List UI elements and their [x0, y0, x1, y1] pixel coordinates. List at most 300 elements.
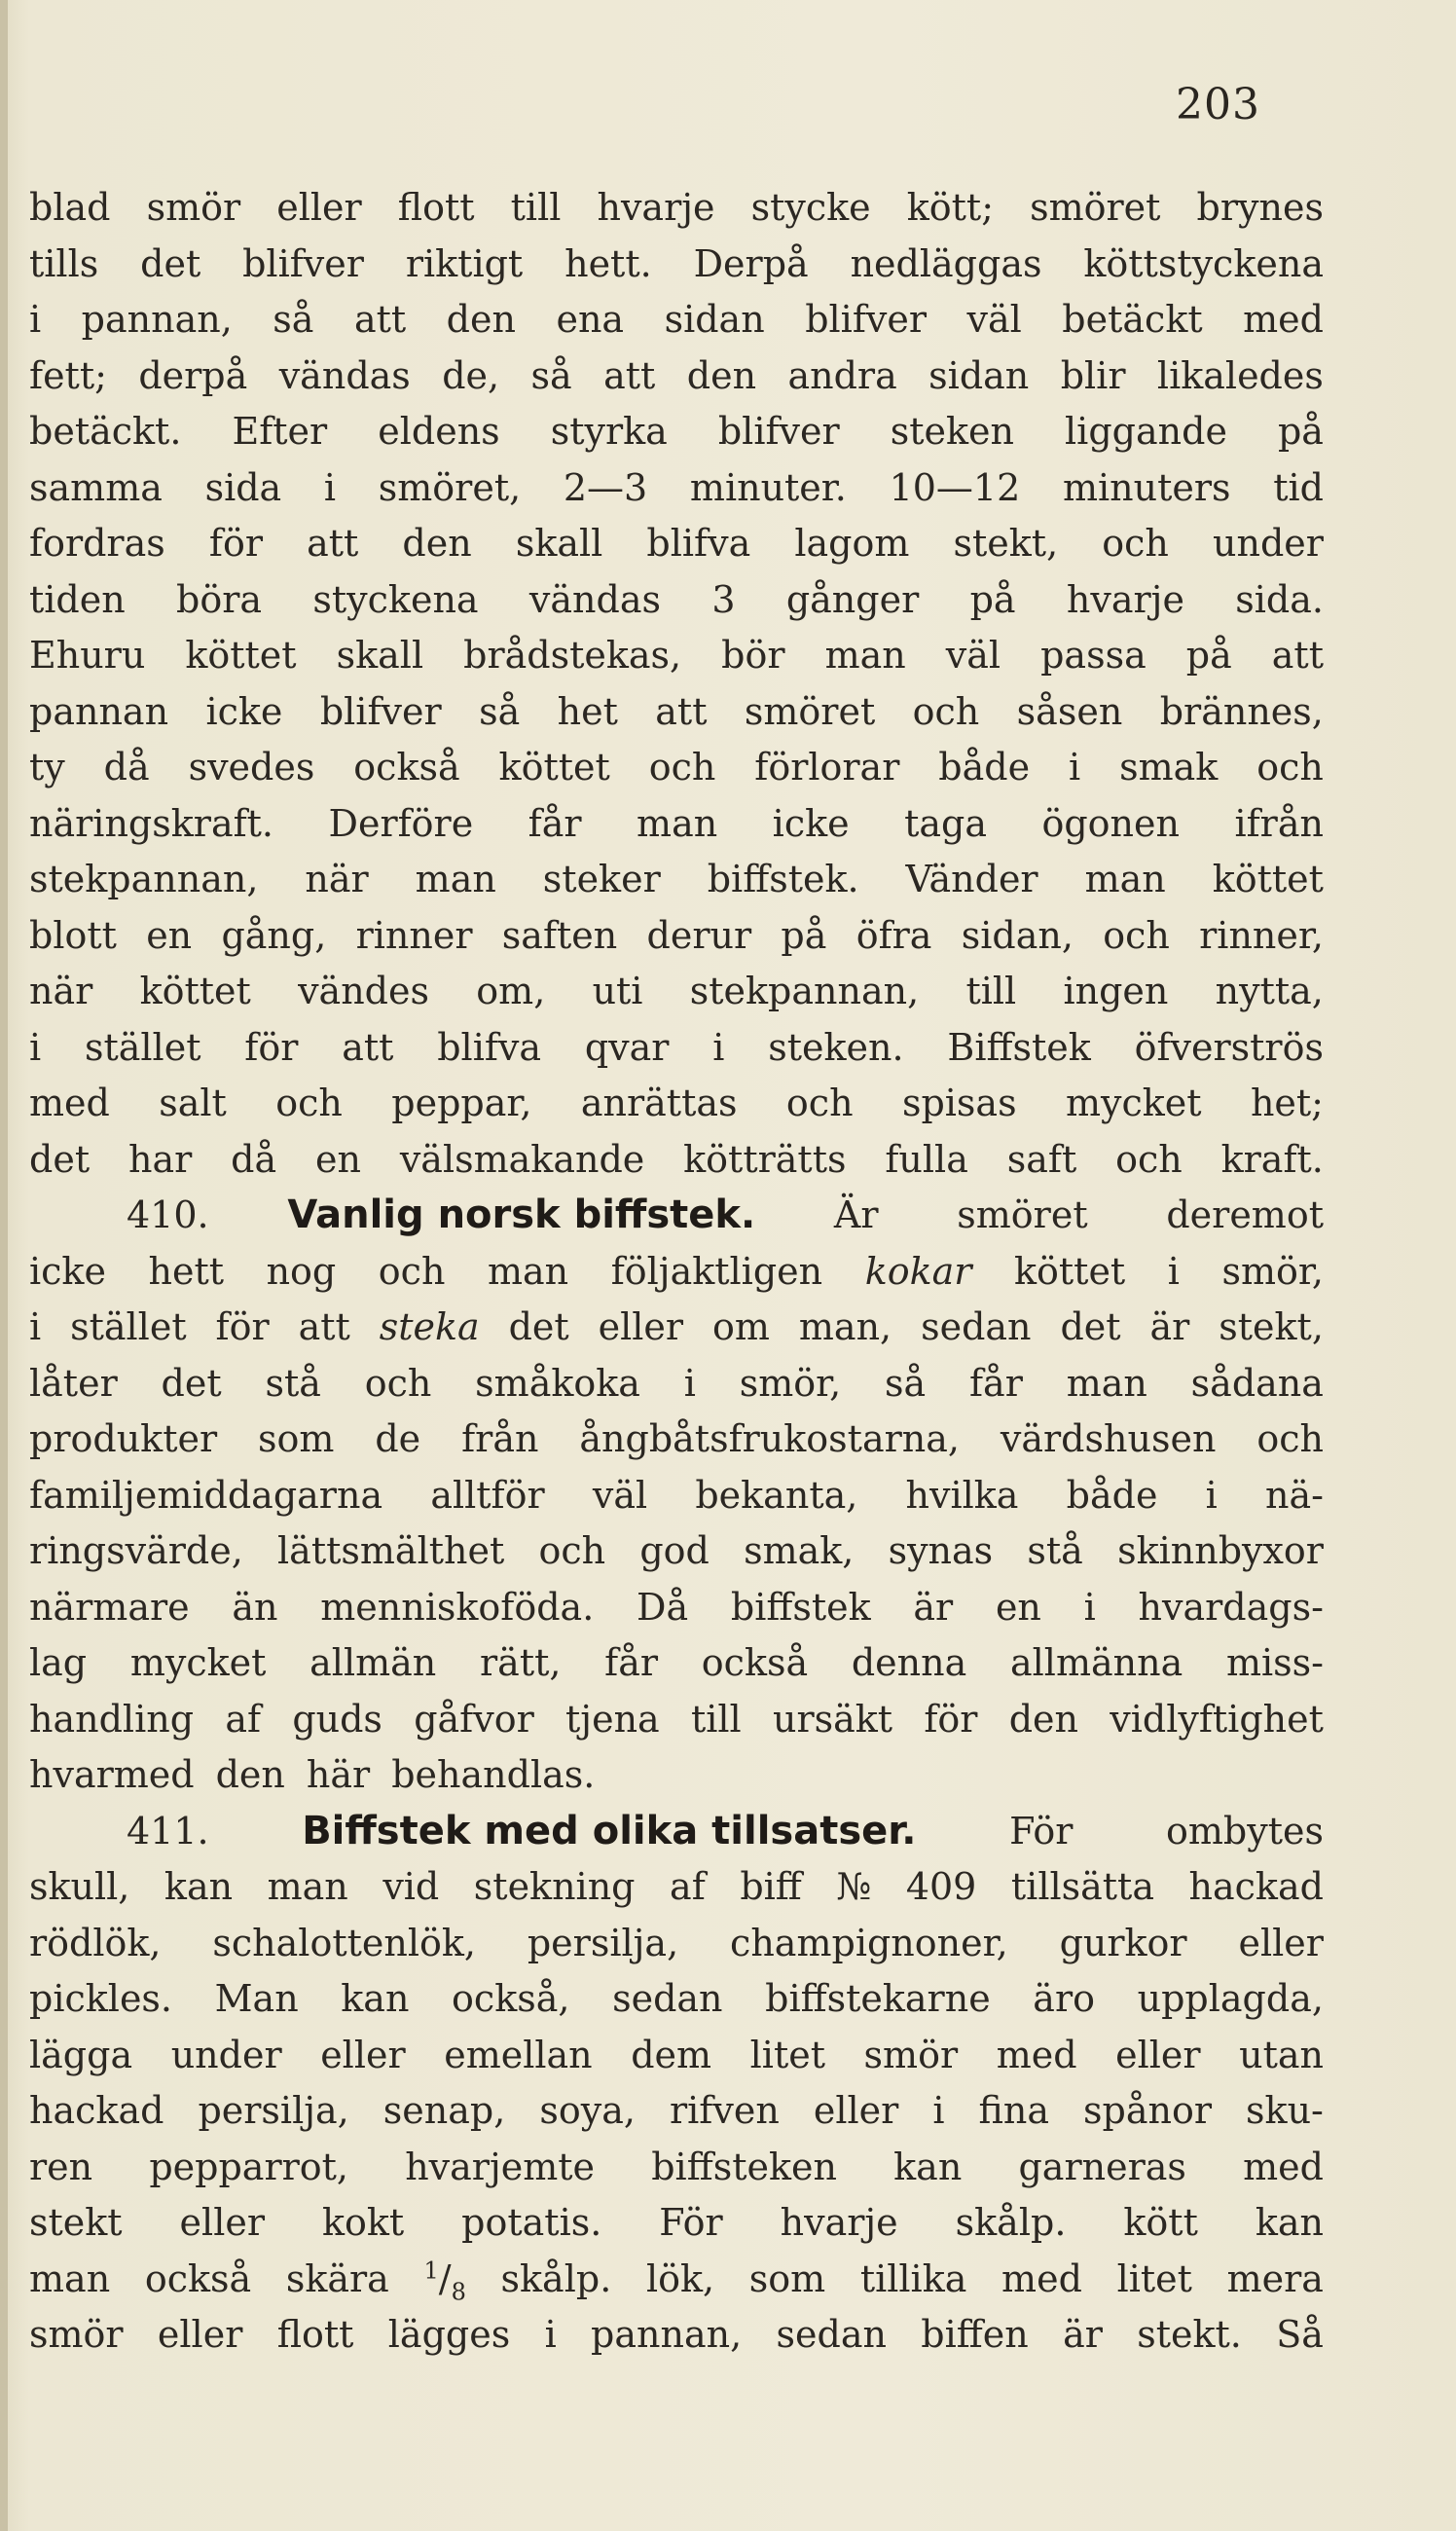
word: minuters [1062, 465, 1231, 509]
word: fordras [29, 522, 165, 565]
word: om, [476, 970, 546, 1012]
word: sådana [1190, 1361, 1324, 1405]
word: och [1256, 1417, 1324, 1460]
word: flott [397, 186, 475, 229]
word: i [712, 1025, 725, 1069]
word: Derpå [693, 241, 809, 285]
word: låter [29, 1361, 118, 1405]
word: här [306, 1753, 371, 1796]
word: litet [749, 2033, 825, 2076]
word: det [1060, 1305, 1121, 1348]
word: så [273, 298, 314, 341]
word: de [375, 1417, 421, 1460]
text-line [29, 1356, 1324, 1412]
text-line [29, 1916, 1324, 1972]
word: rinner [355, 913, 473, 957]
word: för [924, 1697, 978, 1741]
word: och [275, 1082, 343, 1124]
recipe-number: 411. [127, 1809, 209, 1852]
word: i [323, 465, 337, 509]
text-line [29, 2307, 1324, 2364]
word: det [508, 1305, 569, 1348]
word: det [140, 241, 201, 285]
word: sedan [776, 2313, 887, 2356]
word: icke [29, 1249, 106, 1293]
text-line [29, 628, 1324, 684]
word: pannan, [591, 2313, 743, 2356]
word: vidlyftighet [1110, 1697, 1324, 1741]
word: nytta, [1215, 970, 1324, 1012]
word: man [1066, 1361, 1147, 1405]
word: sidan [928, 353, 1030, 397]
word: hvarmed [29, 1753, 195, 1796]
word: sku- [1246, 2089, 1324, 2132]
word: brådstekas, [463, 634, 682, 677]
word: blifva [646, 522, 751, 565]
word: än [232, 1585, 278, 1629]
word: lagom [794, 522, 910, 565]
recipe-title: Biffstek med olika tillsatser. [302, 1808, 917, 1853]
word: sidan [664, 298, 765, 341]
word: med [1001, 2256, 1082, 2300]
word: het; [1250, 1082, 1324, 1124]
word: för [215, 1305, 270, 1348]
word: smör [863, 2033, 959, 2076]
text-line [29, 404, 1324, 460]
word: som [258, 1417, 335, 1460]
word: det [161, 1361, 222, 1405]
word: i [1069, 746, 1081, 789]
word: lag [29, 1641, 88, 1684]
word: den [1008, 1697, 1078, 1741]
word: Man [214, 1977, 299, 2020]
word: på [781, 913, 827, 957]
word: stället [70, 1305, 187, 1348]
word: också [144, 2256, 252, 2300]
word: flott [276, 2313, 354, 2356]
word: miss- [1225, 1641, 1324, 1684]
word: till [965, 970, 1017, 1012]
word: köttet [139, 970, 251, 1012]
word: också [353, 746, 460, 789]
word: likaledes [1156, 353, 1324, 397]
word: biffstekarne [765, 1977, 991, 2020]
word: stekning [473, 1865, 636, 1908]
word: till [510, 186, 562, 229]
word: med [1243, 298, 1324, 341]
word: schalottenlök, [212, 1921, 476, 1964]
word: ombytes [1166, 1809, 1324, 1852]
word: smör [146, 186, 241, 229]
word: om [712, 1305, 770, 1348]
word: biffsteken [651, 2145, 837, 2188]
word: vändas [278, 353, 411, 397]
word: alltför [430, 1473, 545, 1517]
word: eller [276, 186, 362, 229]
word: köttstyckena [1083, 241, 1324, 285]
word: också, [452, 1977, 570, 2020]
word: 3 [711, 577, 736, 621]
word: qvar [584, 1025, 670, 1069]
word: derpå [138, 353, 248, 397]
word: och [912, 689, 980, 733]
word: får [968, 1361, 1023, 1405]
text-line [29, 1244, 1324, 1301]
word: minuter. [689, 465, 847, 509]
word: allmänna [1009, 1641, 1183, 1684]
word: steken [890, 410, 1014, 453]
word: de, [442, 353, 500, 397]
word: kan [1255, 2201, 1324, 2244]
word: sida [204, 465, 282, 509]
text-line [29, 2252, 1324, 2308]
word: köttet [498, 746, 610, 789]
word: tillsätta [1010, 1865, 1154, 1908]
word: och [378, 1249, 446, 1293]
word: riktigt [405, 241, 524, 285]
word: välsmakande [399, 1137, 645, 1181]
word: Derföre [328, 801, 474, 845]
word: blad [29, 186, 111, 229]
word: får [604, 1641, 659, 1684]
word: blifver [717, 410, 840, 453]
word: derur [646, 913, 752, 957]
word: saften [501, 913, 618, 957]
word: i [932, 2089, 945, 2132]
word: pickles. [29, 1977, 173, 2020]
word: vändes [298, 970, 429, 1012]
word: synas [888, 1529, 994, 1572]
word: smöret [744, 689, 876, 733]
word: mycket [1065, 1082, 1202, 1124]
word: hett [148, 1249, 225, 1293]
word: lägga [29, 2033, 133, 2076]
word: till [690, 1697, 742, 1741]
word: № [836, 1865, 872, 1908]
text-line [29, 908, 1324, 965]
word: i [1167, 1249, 1180, 1293]
word: köttet [185, 634, 297, 677]
word: deremot [1166, 1193, 1324, 1236]
word: Är [833, 1193, 879, 1236]
word: hackad [1188, 1865, 1324, 1908]
word: skall [336, 634, 424, 677]
word: böra [176, 577, 263, 621]
text-line [29, 1692, 1324, 1748]
word: blifver [805, 298, 928, 341]
word: liggande [1065, 410, 1227, 453]
recipe-number: 410. [127, 1193, 209, 1236]
word: hvardags- [1138, 1585, 1324, 1629]
word: skålp. [500, 2256, 612, 2300]
word: stycke [750, 186, 871, 229]
word: ena [556, 298, 625, 341]
word: närmare [29, 1585, 190, 1629]
word: eller [598, 1305, 684, 1348]
word: svedes [188, 746, 315, 789]
word: behandlas. [391, 1753, 596, 1796]
word: stekt. [1137, 2313, 1242, 2356]
word: produkter [29, 1417, 218, 1460]
word: både [938, 746, 1031, 789]
body-text [29, 180, 1324, 2364]
word: man [1084, 858, 1166, 900]
word: bekanta, [695, 1473, 858, 1517]
word: ifrån [1234, 801, 1324, 845]
text-line [29, 2028, 1324, 2084]
word: eller [1115, 2033, 1201, 2076]
word: taga [904, 801, 987, 845]
text-line [29, 2140, 1324, 2196]
word: man [29, 2256, 111, 2300]
word: uti [592, 970, 643, 1012]
text-line [29, 1020, 1324, 1077]
word: af [670, 1865, 706, 1908]
word: skull, [29, 1865, 130, 1908]
word: denna [851, 1641, 967, 1684]
word: betäckt [1062, 298, 1203, 341]
word: pannan [29, 689, 169, 733]
word: samma [29, 465, 163, 509]
word: och [538, 1529, 606, 1572]
word: med [996, 2033, 1077, 2076]
word: sedan [921, 1305, 1032, 1348]
word: rödlök, [29, 1921, 162, 1964]
word: eldens [378, 410, 500, 453]
word: när [29, 970, 93, 1012]
word: Så [1276, 2313, 1324, 2356]
word: lägges [387, 2313, 511, 2356]
word: på [969, 577, 1016, 621]
word: För [1009, 1809, 1074, 1852]
word: skålp. [955, 2201, 1067, 2244]
word: den [402, 522, 472, 565]
word: väl [945, 634, 1001, 677]
word: eller [157, 2313, 243, 2356]
word: så [885, 1361, 927, 1405]
word: utan [1239, 2033, 1324, 2076]
word: eller [320, 2033, 406, 2076]
word: kött [1123, 2201, 1198, 2244]
word: Efter [232, 410, 328, 453]
word: pepparrot, [149, 2145, 349, 2188]
word: är [913, 1585, 954, 1629]
text-line [29, 516, 1324, 572]
word: rinner, [1199, 913, 1324, 957]
text-line [29, 1804, 1324, 1860]
word: i [29, 1305, 42, 1348]
word: att [655, 689, 708, 733]
word: steka [379, 1305, 480, 1348]
word: man [415, 858, 496, 900]
word: en [995, 1585, 1041, 1629]
text-line [29, 1076, 1324, 1132]
word: mycket [129, 1641, 267, 1684]
word: stå [1027, 1529, 1083, 1572]
word: tills [29, 241, 99, 285]
word: rätt, [480, 1641, 562, 1684]
word: smöret [957, 1193, 1088, 1236]
word: biffstek [730, 1585, 871, 1629]
word: är [1063, 2313, 1103, 2356]
word: man, [798, 1305, 892, 1348]
text-line [29, 237, 1324, 293]
word: eller [813, 2089, 899, 2132]
word: kötträtts [683, 1137, 847, 1181]
word: kraft. [1220, 1137, 1324, 1181]
text-line [29, 1132, 1324, 1189]
word: styrka [550, 410, 668, 453]
word: för [208, 522, 263, 565]
word: 2—3 [563, 465, 648, 509]
word: gurkor [1059, 1921, 1187, 1964]
word: $^1/_8$ [423, 2256, 466, 2306]
word: steken. [768, 1025, 904, 1069]
word: kokar [864, 1249, 972, 1293]
text-line [29, 1971, 1324, 2028]
word: i [1083, 1585, 1096, 1629]
word: stå [265, 1361, 321, 1405]
word: mera [1226, 2256, 1324, 2300]
word: smöret, [378, 465, 522, 509]
text-line [29, 1747, 1324, 1804]
word: eller [1238, 1921, 1324, 1964]
page-number: 203 [1176, 80, 1260, 129]
word: icke [772, 801, 850, 845]
word: Vänder [905, 858, 1038, 900]
text-line [29, 2083, 1324, 2140]
word: kött; [906, 186, 994, 229]
word: förlorar [754, 746, 900, 789]
word: nä- [1265, 1473, 1324, 1517]
word: skall [515, 522, 603, 565]
word: och [648, 746, 716, 789]
word: familjemiddagarna [29, 1473, 383, 1517]
word: och [1102, 522, 1169, 565]
word: fina [978, 2089, 1049, 2132]
word: passa [1040, 634, 1147, 677]
word: 10—12 [889, 465, 1021, 509]
text-line [29, 1468, 1324, 1524]
word: den [215, 1753, 285, 1796]
word: rifven [669, 2089, 780, 2132]
word: kan [341, 1977, 410, 2020]
text-line [29, 1300, 1324, 1356]
word: 409 [905, 1865, 977, 1908]
word: i [544, 2313, 557, 2356]
text-line [29, 292, 1324, 348]
word: handling [29, 1697, 195, 1741]
word: sidan, [961, 913, 1074, 957]
word: en [146, 913, 193, 957]
word: andra [787, 353, 897, 397]
word: ringsvärde, [29, 1529, 243, 1572]
word: Ehuru [29, 634, 146, 677]
word: nedläggas [850, 241, 1042, 285]
word: ren [29, 2145, 93, 2188]
word: det [29, 1137, 91, 1181]
text-line [29, 1188, 1324, 1244]
text-line [29, 796, 1324, 853]
word: på [1277, 410, 1324, 453]
word: eller [179, 2201, 265, 2244]
word: den [686, 353, 757, 397]
word: styckena [312, 577, 479, 621]
word: från [461, 1417, 539, 1460]
text-line [29, 572, 1324, 629]
word: smöret [1030, 186, 1161, 229]
word: en [315, 1137, 361, 1181]
word: hvilka [905, 1473, 1019, 1517]
text-line [29, 964, 1324, 1020]
word: i [683, 1361, 696, 1405]
word: nog [266, 1249, 337, 1293]
word: stekt, [1219, 1305, 1324, 1348]
word: Biffstek [947, 1025, 1091, 1069]
word: betäckt. [29, 410, 182, 453]
word: spisas [901, 1082, 1017, 1124]
word: hvarjemte [405, 2145, 596, 2188]
word: ingen [1063, 970, 1169, 1012]
word: följaktligen [610, 1249, 823, 1293]
word: sida. [1235, 577, 1324, 621]
word: peppar, [391, 1082, 532, 1124]
word: med [29, 1082, 110, 1124]
word: så [479, 689, 521, 733]
word: smör [29, 2313, 124, 2356]
word: hett. [564, 241, 652, 285]
word: brännes, [1159, 689, 1324, 733]
word: hvarje [780, 2201, 898, 2244]
word: kokt [321, 2201, 405, 2244]
word: tid [1273, 465, 1324, 509]
word: blifver [319, 689, 442, 733]
word: pannan, [81, 298, 233, 341]
word: ursäkt [772, 1697, 893, 1741]
word: då [103, 746, 150, 789]
word: af [225, 1697, 262, 1741]
word: ty [29, 746, 65, 789]
word: champignoner, [730, 1921, 1008, 1964]
word: man [267, 1865, 348, 1908]
word: kan [164, 1865, 234, 1908]
word: då [231, 1137, 277, 1181]
text-line [29, 460, 1324, 517]
text-line [29, 1635, 1324, 1692]
word: menniskoföda. [320, 1585, 595, 1629]
word: brynes [1196, 186, 1324, 229]
word: god [639, 1529, 710, 1572]
word: fett; [29, 353, 107, 397]
word: blott [29, 913, 117, 957]
word: att [603, 353, 656, 397]
text-line [29, 1523, 1324, 1580]
word: gång, [221, 913, 327, 957]
word: bör [721, 634, 785, 677]
word: och [1115, 1137, 1183, 1181]
word: är [1149, 1305, 1190, 1348]
word: dem [631, 2033, 712, 2076]
word: med [1243, 2145, 1324, 2188]
word: upplagda, [1137, 1977, 1324, 2020]
word: att [353, 298, 407, 341]
word: köttet [1212, 858, 1324, 900]
word: som [748, 2256, 826, 2300]
word: köttet [1014, 1249, 1126, 1293]
word: i [29, 298, 42, 341]
word: anrättas [580, 1082, 738, 1124]
word: skinnbyxor [1117, 1529, 1324, 1572]
